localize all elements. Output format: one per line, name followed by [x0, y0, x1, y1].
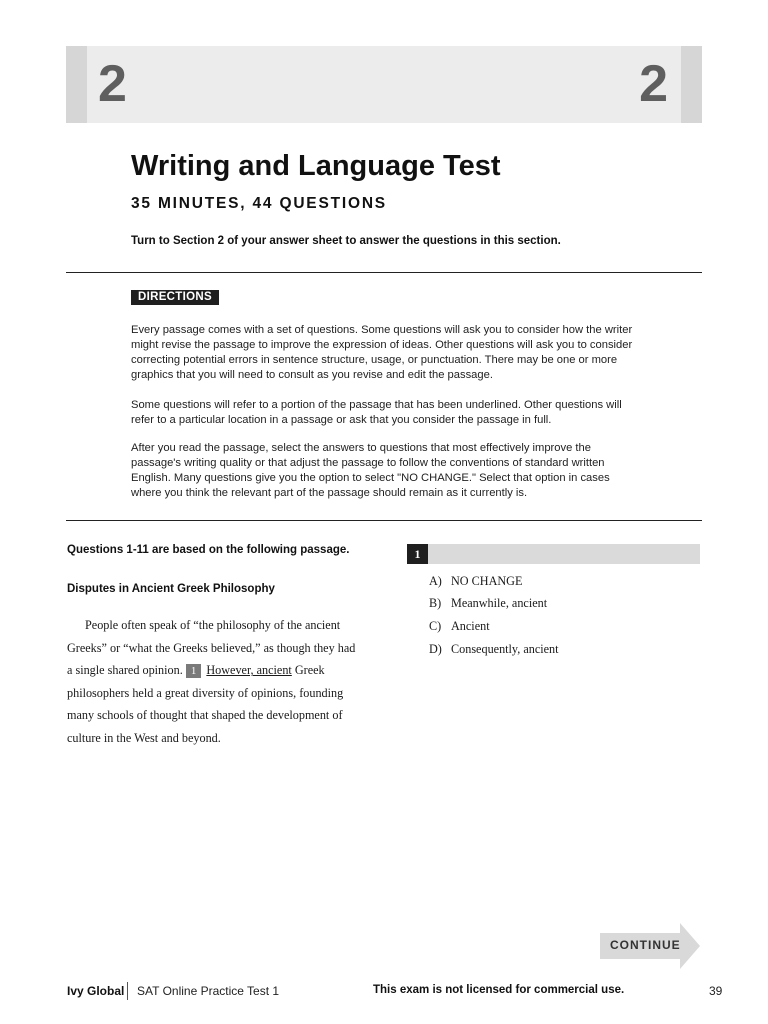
section-number-right: 2	[639, 55, 668, 113]
section-instruction: Turn to Section 2 of your answer sheet to answer the questions in this section.	[131, 235, 561, 247]
footer-test-name: SAT Online Practice Test 1	[137, 984, 280, 998]
section-header-band	[66, 46, 702, 123]
footer-separator	[127, 982, 128, 1000]
answer-text: NO CHANGE	[451, 573, 523, 588]
divider-middle	[66, 520, 702, 521]
footer-brand: Ivy Global	[67, 984, 125, 998]
passage-text-after: Greek philosophers held a great diversity of opinions, founding many schools of thought that shaped the development of culture in the West and beyond.	[67, 663, 344, 745]
answer-letter: D)	[429, 641, 442, 656]
answer-option-a[interactable]	[429, 570, 559, 593]
question-marker[interactable]: 1	[186, 664, 202, 678]
passage-text-before: People often speak of “the philosophy of the ancient Greeks” or “what the Greeks believed,” as though they had a single shared opinion.	[67, 618, 356, 678]
page-number: 39	[709, 984, 723, 998]
answer-option-b[interactable]	[429, 593, 559, 616]
section-number-left: 2	[98, 55, 127, 113]
directions-paragraph: After you read the passage, select the answers to questions that most effectively improve the passage's writing quality or that adjust the passage to follow the conventions of standard written English. Many questions give you the option to select "NO CHANGE." Select that option in cases where you think the relevant part of the passage should remain as it currently is.	[131, 442, 610, 499]
answer-text: Meanwhile, ancient	[451, 596, 548, 611]
continue-label: CONTINUE	[610, 938, 681, 952]
answer-text: Consequently, ancient	[451, 641, 559, 656]
directions-paragraph: Some questions will refer to a portion of the passage that has been underlined. Other questions will refer to a particular location in a passage or ask that you consider the passage in full.	[131, 399, 622, 426]
underlined-portion: However, ancient	[206, 663, 292, 678]
answer-option-d[interactable]	[429, 638, 559, 661]
answer-option-c[interactable]	[429, 615, 559, 638]
answer-letter: A)	[429, 573, 442, 588]
answer-letter: C)	[429, 618, 442, 633]
passage-title: Disputes in Ancient Greek Philosophy	[67, 583, 275, 595]
questions-intro: Questions 1-11 are based on the following passage.	[67, 544, 350, 556]
header-edge-left	[66, 46, 87, 123]
page-title: Writing and Language Test	[131, 150, 501, 182]
page-subtitle: 35 MINUTES, 44 QUESTIONS	[131, 195, 387, 212]
question-number: 1	[407, 544, 428, 564]
footer-license: This exam is not licensed for commercial use.	[373, 984, 625, 996]
directions-paragraph: Every passage comes with a set of questions. Some questions will ask you to consider how the writer might revise the passage to improve the expression of ideas. Other questions will ask you to consider correcting potential errors in sentence structure, usage, or punctuation. There may be one or more graphics that you will need to consult as you revise and edit the passage.	[131, 324, 633, 381]
header-edge-right	[681, 46, 702, 123]
continue-button[interactable]	[600, 923, 700, 969]
answer-choices	[429, 570, 559, 660]
divider-top	[66, 272, 702, 273]
answer-text: Ancient	[451, 618, 490, 633]
passage-text	[67, 614, 362, 750]
answer-letter: B)	[429, 596, 442, 611]
question-header-bar	[407, 544, 700, 564]
directions-label: DIRECTIONS	[131, 290, 219, 305]
